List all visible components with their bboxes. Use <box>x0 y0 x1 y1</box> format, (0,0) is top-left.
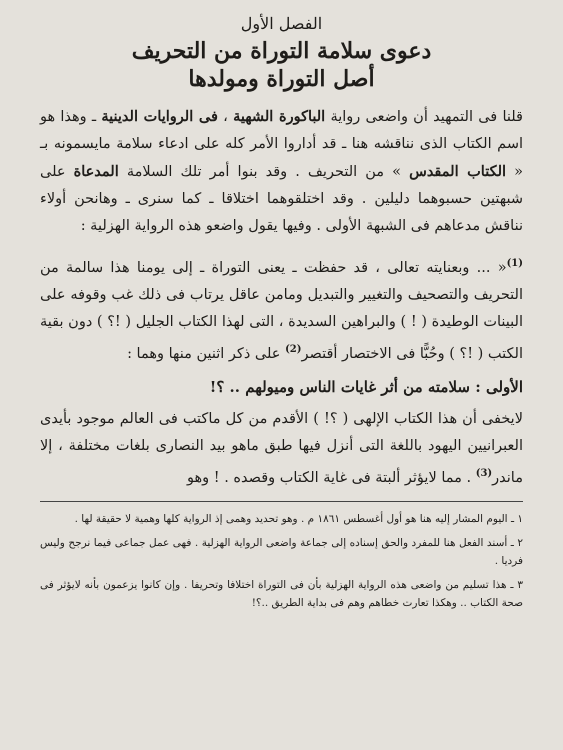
text-run: ـ وهذا هو اسم الكتاب الذى نناقشه هنا ـ قد أداروا الأمر كله على ادعاء سلامة مايسمونه بـ « <box>40 109 524 180</box>
body-paragraph <box>40 406 523 492</box>
body-text: لايخفى أن هذا الكتاب الإلهى ( ؟! ) الأقدم من كل ماكتب فى العالم موجود بأيدى العبرانيين اليهود باللغة التى أنزل فيها طبق ماهو بيد النصارى بلغات مختلفة ، إلا ماندر <box>40 410 523 486</box>
bold-run: الكتاب المقدس <box>409 163 507 180</box>
text-run: » من التحريف . وقد بنوا أمر تلك السلامة <box>118 164 410 180</box>
footnote-separator <box>40 501 523 502</box>
footnote-3: ٣ ـ هذا تسليم من واضعى هذه الرواية الهزلية بأن فى التوراة اختلافا وتحريفا . وإن كانوا يزعمون بأنه لايؤثر فى صحة الكتاب .. وهكذا تعارت خطاهم وهم فى بداية الطريق ..؟! <box>40 579 523 610</box>
bold-run: المدعاة <box>73 163 119 180</box>
bold-run: فى الروايات الدينية <box>101 108 218 125</box>
chapter-title: دعوى سلامة التوراة من التحريف <box>131 38 432 64</box>
intro-paragraph <box>40 103 523 240</box>
quote-text: « ... وبعنايته تعالى ، قد حفظت ـ يعنى التوراة ـ إلى يومنا هذا سالمة من التحريف والتصحيف والتغيير والتبديل ومامن عاقل يرتاب فى ذلك غب وقوفه على البينات الوطيدة ( ! ) والبراهين السديدة ، التى لهذا الكتاب الجليل ( !؟ ) دون بقية الكتب ( !؟ ) وحُبًّا فى الاختصار أقتصر <box>40 259 523 362</box>
quote-tail: على ذكر اثنين منها وهما : <box>127 345 286 362</box>
footnote-marker-3: (3) <box>475 467 493 479</box>
footnote-marker-1: (1) <box>506 258 523 269</box>
chapter-subtitle: أصل التوراة ومولدها <box>188 66 375 92</box>
bold-run: الباكورة الشهية <box>233 108 326 125</box>
chapter-label: الفصل الأول <box>240 14 323 33</box>
quote-paragraph <box>40 250 523 368</box>
text-run: قلنا فى التمهيد أن واضعى رواية <box>325 109 523 125</box>
section-heading: الأولى : سلامته من أثر غايات الناس وميولهم .. ؟! <box>209 377 523 396</box>
text-run: على شبهتين حسبوهما دليلين . وقد اختلقوهما اختلاقا ـ كما سنرى ـ وهانحن أولاء نناقش مدعاهم فى الشبهة الأولى . وفيها يقول واضعو هذه الرواية الهزلية : <box>40 164 523 234</box>
footnote-marker-2: (2) <box>285 343 302 355</box>
text-run: ، <box>217 109 234 125</box>
footnote-1: ١ ـ اليوم المشار إليه هنا هو أول أغسطس ١٨٦١ م . وهو تحديد وهمى إذ الرواية كلها وهمية لا حقيقة لها . <box>74 513 523 526</box>
body-tail: . مما لايؤثر ألبتة فى غاية الكتاب وقصده . ! وهو <box>187 469 476 486</box>
footnote-2: ٢ ـ أسند الفعل هنا للمفرد والحق إسناده إلى جماعة واضعى الرواية الهزلية . فهى عمل جماعى فيما نرجح وليس فرديا . <box>40 537 523 568</box>
